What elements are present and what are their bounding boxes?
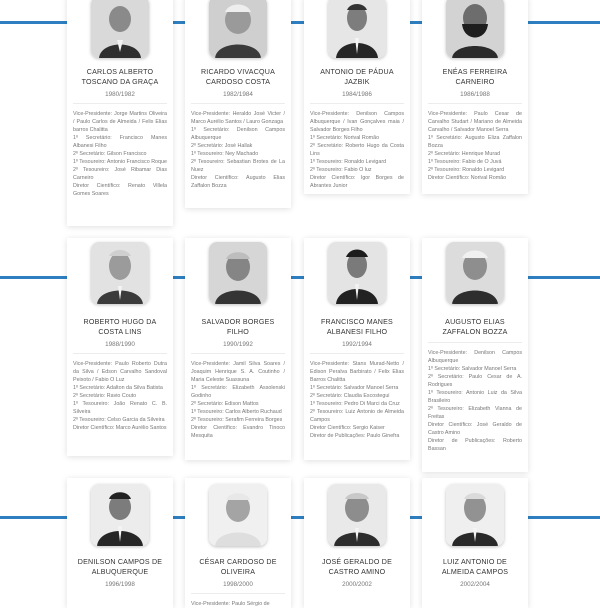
board-members bbox=[191, 600, 285, 608]
term-years: 1996/1998 bbox=[105, 581, 135, 589]
board-line: 1º Tesoureiro: Pedro Di Marci da Cruz bbox=[310, 401, 400, 408]
president-card bbox=[185, 0, 291, 208]
divider bbox=[428, 342, 522, 343]
board-line: 2º Tesoureiro: Luiz Antonio de Almeida Campos bbox=[310, 409, 404, 424]
president-card bbox=[185, 238, 291, 460]
president-name: LUIZ ANTONIO DE ALMEIDA CAMPOS bbox=[441, 558, 509, 576]
board-line: 1º Secretário: Elizabeth Assolenski Godinho bbox=[191, 385, 285, 400]
board-line: Diretor de Publicações: Roberto Bassan bbox=[428, 438, 522, 453]
divider bbox=[73, 353, 167, 354]
board-line: Diretor Científico: Marco Aurélio Santos bbox=[73, 425, 167, 432]
president-portrait bbox=[209, 242, 267, 304]
board-line: 2º Secretário: Roberto Hugo da Costa Lins bbox=[310, 143, 404, 158]
board-line: 2º Tesoureiro: Ronaldo Levigard bbox=[428, 167, 505, 174]
divider bbox=[191, 353, 285, 354]
board-line: 2º Secretário: Gilson Francisco bbox=[73, 151, 147, 158]
board-line: 1º Secretário: Adalton da Silva Batista bbox=[73, 385, 163, 392]
president-name: ROBERTO HUGO DA COSTA LINS bbox=[83, 318, 157, 336]
board-line: Vice-Presidente: Jorge Martins Oliveira / Paulo Carlos de Almeida / Felix Elias barros Chalitta bbox=[73, 111, 167, 134]
president-portrait bbox=[446, 242, 504, 304]
board-line: 2º Secretário: José Hallak bbox=[191, 143, 253, 150]
board-line: 1º Secretário: Salvador Manoel Serra bbox=[310, 385, 399, 392]
president-card bbox=[422, 238, 528, 472]
term-years: 1998/2000 bbox=[223, 581, 253, 589]
board-line: 1º Tesoureiro: Ronaldo Levigard bbox=[310, 159, 387, 166]
term-years: 1988/1990 bbox=[105, 341, 135, 349]
board-line: Diretor Científico: Norival Romão bbox=[428, 175, 507, 182]
board-members bbox=[428, 349, 522, 453]
portrait-icon bbox=[209, 484, 267, 546]
term-years: 1984/1986 bbox=[342, 91, 372, 99]
board-line: 2º Secretário: Edison Mattos bbox=[191, 401, 259, 408]
portrait-icon bbox=[446, 484, 504, 546]
board-line: Vice-Presidente: Paulo Sérgio de bbox=[191, 601, 270, 608]
board-line: Vice-Presidente: Denilson Campos Albuquerque / Ivan Gonçalves maia / Salvador Borges Filho bbox=[310, 111, 404, 134]
board-members bbox=[310, 110, 404, 190]
board-line: 2º Secretário: Henrique Murad bbox=[428, 151, 501, 158]
portrait-icon bbox=[328, 242, 386, 304]
president-portrait bbox=[91, 242, 149, 304]
board-line: Diretor Científico: Renato Villela Gomes Soares bbox=[73, 183, 167, 198]
board-line: 2º Secretário: Claudia Escostegui bbox=[310, 393, 390, 400]
president-portrait bbox=[446, 484, 504, 546]
portrait-icon bbox=[91, 484, 149, 546]
president-card bbox=[67, 238, 173, 456]
portrait-icon bbox=[328, 484, 386, 546]
president-card bbox=[422, 478, 528, 608]
divider bbox=[191, 103, 285, 104]
president-portrait bbox=[328, 0, 386, 58]
board-line: 1º Secretário: Denilson Campos Albuquerque bbox=[191, 127, 285, 142]
board-line: 1º Tesoureiro: Carlos Alberto Ruchaud bbox=[191, 409, 282, 416]
board-members bbox=[191, 110, 285, 190]
term-years: 1980/1982 bbox=[105, 91, 135, 99]
president-card bbox=[185, 478, 291, 608]
board-line: 2º Secretário: Paulo Cesar de A. Rodrigues bbox=[428, 374, 522, 389]
president-name: RICARDO VIVACQUA CARDOSO COSTA bbox=[200, 68, 276, 86]
board-line: Vice-Presidente: Paulo Roberto Dutra da Silva / Edson Carvalho Sandoval Peixoto / Fabio O Luz bbox=[73, 361, 167, 384]
portrait-icon bbox=[209, 0, 267, 58]
term-years: 1982/1984 bbox=[223, 91, 253, 99]
portrait-icon bbox=[446, 0, 504, 58]
board-line: 2º Tesoureiro: Elizabeth Vianna de Freitas bbox=[428, 406, 522, 421]
board-line: 1º Tesoureiro: Fabio de O Juvá bbox=[428, 159, 502, 166]
board-line: 1º Secretário: Salvador Manoel Serra bbox=[428, 366, 517, 373]
board-line: Vice-Presidente: Stans Murad-Netto / Edison Peralva Barbirato / Felix Elias Barros Chalitta bbox=[310, 361, 404, 384]
term-years: 1992/1994 bbox=[342, 341, 372, 349]
board-line: 2º Tesoureiro: Serafim Ferreira Borges bbox=[191, 417, 283, 424]
board-members bbox=[310, 360, 404, 440]
board-line: Diretor de Publicações: Paulo Ginefra bbox=[310, 433, 400, 440]
president-portrait bbox=[209, 0, 267, 58]
portrait-icon bbox=[91, 0, 149, 58]
board-line: Vice-Presidente: Heraldo José Victer / Marco Aurélio Santos / Lauro Gonzaga bbox=[191, 111, 285, 126]
president-card bbox=[67, 0, 173, 226]
president-card bbox=[422, 0, 528, 194]
board-line: 1º Secretário: Francisco Manes Albanesi Filho bbox=[73, 135, 167, 150]
president-card bbox=[304, 0, 410, 194]
president-name: DENILSON CAMPOS DE ALBUQUERQUE bbox=[77, 558, 163, 576]
president-name: AUGUSTO ELIAS ZAFFALON BOZZA bbox=[442, 318, 508, 336]
board-line: 1º Tesoureiro: Antonio Luiz da Silva Brasileiro bbox=[428, 390, 522, 405]
president-card bbox=[304, 238, 410, 460]
board-line: Vice-Presidente: Denilson Campos Albuquerque bbox=[428, 350, 522, 365]
portrait-icon bbox=[328, 0, 386, 58]
president-name: ANTONIO DE PÁDUA JAZBIK bbox=[320, 68, 394, 86]
portrait-icon bbox=[91, 242, 149, 304]
term-years: 2002/2004 bbox=[460, 581, 490, 589]
board-line: Vice-Presidente: Jamil Silva Soares / Joaquim Henrique S. A. Coutinho / Maria Celeste Suassuna bbox=[191, 361, 285, 384]
term-years: 1986/1988 bbox=[460, 91, 490, 99]
board-members bbox=[428, 110, 522, 182]
divider bbox=[310, 353, 404, 354]
board-line: 1º Secretário: Augusto Eliza Zaffalon Bozza bbox=[428, 135, 522, 150]
term-years: 2000/2002 bbox=[342, 581, 372, 589]
divider bbox=[310, 103, 404, 104]
board-line: Diretor Científico: Evandro Tinoco Mesquita bbox=[191, 425, 285, 440]
board-line: Diretor Científico: José Geraldo de Castro Amino bbox=[428, 422, 522, 437]
president-name: SALVADOR BORGES FILHO bbox=[201, 318, 275, 336]
board-line: Diretor Científico: Sergio Kaiser bbox=[310, 425, 385, 432]
portrait-icon bbox=[446, 242, 504, 304]
board-members bbox=[191, 360, 285, 440]
divider bbox=[73, 103, 167, 104]
board-line: Diretor Científico: Augusto Elias Zaffalon Bozza bbox=[191, 175, 285, 190]
board-line: 1º Tesoureiro: João Renato C. B. Silveira bbox=[73, 401, 167, 416]
board-line: 2º Tesoureiro: Celso Garcia da Silveira bbox=[73, 417, 165, 424]
president-name: CÉSAR CARDOSO DE OLIVEIRA bbox=[199, 558, 277, 576]
president-name: JOSÉ GERALDO DE CASTRO AMINO bbox=[321, 558, 392, 576]
president-name: ENÉAS FERREIRA CARNEIRO bbox=[442, 68, 508, 86]
board-members bbox=[73, 360, 167, 432]
president-name: CARLOS ALBERTO TOSCANO DA GRAÇA bbox=[81, 68, 159, 86]
board-line: 1º Tesoureiro: Ney Machado bbox=[191, 151, 259, 158]
president-portrait bbox=[91, 484, 149, 546]
president-portrait bbox=[446, 0, 504, 58]
board-line: 1º Tesoureiro: Antonio Francisco Roque bbox=[73, 159, 167, 166]
board-line: 1º Secretário: Norival Romão bbox=[310, 135, 380, 142]
president-portrait bbox=[328, 484, 386, 546]
president-name: FRANCISCO MANES ALBANESI FILHO bbox=[321, 318, 393, 336]
board-line: Diretor Científico: Igor Borges de Abrantes Junior bbox=[310, 175, 404, 190]
president-portrait bbox=[91, 0, 149, 58]
divider bbox=[428, 103, 522, 104]
president-portrait bbox=[328, 242, 386, 304]
board-line: 2º Tesoureiro: Sebastian Brotes de La Nuez bbox=[191, 159, 285, 174]
portrait-icon bbox=[209, 242, 267, 304]
president-card bbox=[304, 478, 410, 608]
board-line: 2º Tesoureiro: José Ribamar Dias Carneiro bbox=[73, 167, 167, 182]
board-line: Vice-Presidente: Paulo Cesar de Carvalho Studart / Mariano de Almeida Carvalho / Salvador Manoel Serra bbox=[428, 111, 522, 134]
term-years: 1990/1992 bbox=[223, 341, 253, 349]
president-card bbox=[67, 478, 173, 608]
board-line: 2º Secretário: Ravio Couto bbox=[73, 393, 137, 400]
president-portrait bbox=[209, 484, 267, 546]
board-members bbox=[73, 110, 167, 198]
board-line: 2º Tesoureiro: Fabio O luz bbox=[310, 167, 372, 174]
divider bbox=[191, 593, 285, 594]
